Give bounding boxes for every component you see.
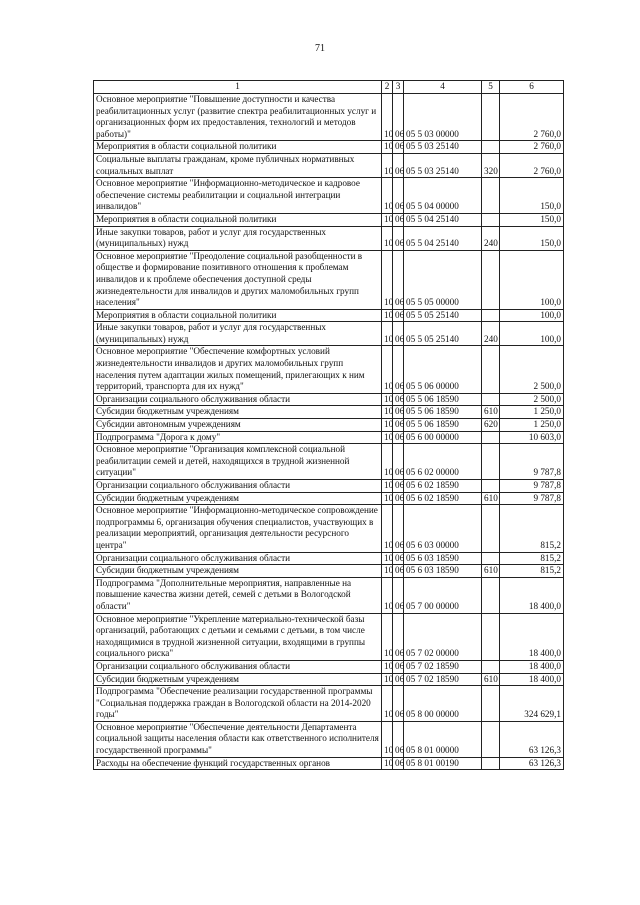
table-row: [94, 419, 564, 432]
subsection-code-cell: 06: [393, 419, 404, 432]
expense-type-cell: 240: [482, 226, 500, 250]
table-row: [94, 505, 564, 552]
subsection-code-cell: 06: [393, 178, 404, 214]
row-name-cell: Подпрограмма "Обеспечение реализации государственной программы "Социальная поддержка граждан в Вологодской области на 2014-2020 годы": [94, 686, 382, 722]
target-article-cell: 05 7 00 00000: [404, 577, 482, 613]
section-code-cell: 10: [382, 444, 393, 480]
amount-cell: 150,0: [500, 213, 564, 226]
section-code-cell: 10: [382, 346, 393, 393]
amount-cell: 18 400,0: [500, 660, 564, 673]
table-row: [94, 660, 564, 673]
expense-type-cell: 610: [482, 492, 500, 505]
table-row: [94, 213, 564, 226]
table-row: [94, 94, 564, 141]
section-code-cell: 10: [382, 492, 393, 505]
target-article-cell: 05 7 02 18590: [404, 673, 482, 686]
expense-type-cell: [482, 346, 500, 393]
amount-cell: 1 250,0: [500, 419, 564, 432]
row-name-cell: Иные закупки товаров, работ и услуг для государственных (муниципальных) нужд: [94, 322, 382, 346]
row-name-cell: Основное мероприятие "Обеспечение деятельности Департамента социальной защиты населения области как ответственного исполнителя государственной программы": [94, 721, 382, 757]
target-article-cell: 05 5 06 18590: [404, 419, 482, 432]
expense-type-cell: 240: [482, 322, 500, 346]
section-code-cell: 10: [382, 721, 393, 757]
table-row: [94, 721, 564, 757]
amount-cell: 2 760,0: [500, 94, 564, 141]
section-code-cell: 10: [382, 406, 393, 419]
target-article-cell: 05 8 00 00000: [404, 686, 482, 722]
target-article-cell: 05 7 02 18590: [404, 660, 482, 673]
table-row: [94, 178, 564, 214]
table-row: [94, 322, 564, 346]
expense-type-cell: [482, 480, 500, 493]
amount-cell: 9 787,8: [500, 492, 564, 505]
subsection-code-cell: 06: [393, 213, 404, 226]
expense-type-cell: [482, 686, 500, 722]
table-row: [94, 613, 564, 660]
subsection-code-cell: 06: [393, 141, 404, 154]
subsection-code-cell: 06: [393, 309, 404, 322]
amount-cell: 9 787,8: [500, 480, 564, 493]
table-header-row: [94, 81, 564, 94]
section-code-cell: 10: [382, 213, 393, 226]
target-article-cell: 05 5 04 25140: [404, 213, 482, 226]
table-row: [94, 577, 564, 613]
amount-cell: 9 787,8: [500, 444, 564, 480]
table-row: [94, 552, 564, 565]
target-article-cell: 05 6 02 00000: [404, 444, 482, 480]
expense-type-cell: [482, 309, 500, 322]
section-code-cell: 10: [382, 505, 393, 552]
row-name-cell: Основное мероприятие "Обеспечение комфортных условий жизнедеятельности инвалидов и других маломобильных групп населения путем адаптации жилых помещений, прилегающих к ним территорий, транспорта для их нужд": [94, 346, 382, 393]
row-name-cell: Социальные выплаты гражданам, кроме публичных нормативных социальных выплат: [94, 153, 382, 177]
target-article-cell: 05 5 04 00000: [404, 178, 482, 214]
amount-cell: 18 400,0: [500, 613, 564, 660]
amount-cell: 63 126,3: [500, 721, 564, 757]
subsection-code-cell: 06: [393, 721, 404, 757]
section-code-cell: 10: [382, 660, 393, 673]
expense-type-cell: [482, 721, 500, 757]
table-row: [94, 565, 564, 578]
expense-type-cell: [482, 444, 500, 480]
subsection-code-cell: 06: [393, 393, 404, 406]
expense-type-cell: [482, 94, 500, 141]
section-code-cell: 10: [382, 309, 393, 322]
amount-cell: 324 629,1: [500, 686, 564, 722]
row-name-cell: Организации социального обслуживания области: [94, 552, 382, 565]
subsection-code-cell: 06: [393, 444, 404, 480]
row-name-cell: Субсидии бюджетным учреждениям: [94, 406, 382, 419]
section-code-cell: 10: [382, 153, 393, 177]
amount-cell: 63 126,3: [500, 757, 564, 770]
amount-cell: 100,0: [500, 322, 564, 346]
table-row: [94, 309, 564, 322]
amount-cell: 815,2: [500, 565, 564, 578]
table-row: [94, 444, 564, 480]
amount-cell: 2 500,0: [500, 393, 564, 406]
row-name-cell: Иные закупки товаров, работ и услуг для государственных (муниципальных) нужд: [94, 226, 382, 250]
expense-type-cell: [482, 141, 500, 154]
subsection-code-cell: 06: [393, 660, 404, 673]
expense-type-cell: [482, 577, 500, 613]
amount-cell: 815,2: [500, 505, 564, 552]
amount-cell: 18 400,0: [500, 673, 564, 686]
amount-cell: 18 400,0: [500, 577, 564, 613]
section-code-cell: 10: [382, 94, 393, 141]
table-row: [94, 757, 564, 770]
expense-type-cell: [482, 431, 500, 444]
table-row: [94, 226, 564, 250]
section-code-cell: 10: [382, 565, 393, 578]
table-row: [94, 492, 564, 505]
page-number: 71: [315, 43, 325, 54]
section-code-cell: 10: [382, 480, 393, 493]
target-article-cell: 05 5 03 00000: [404, 94, 482, 141]
amount-cell: 2 760,0: [500, 141, 564, 154]
amount-cell: 150,0: [500, 226, 564, 250]
subsection-code-cell: 06: [393, 505, 404, 552]
target-article-cell: 05 5 06 18590: [404, 406, 482, 419]
column-header: 5: [482, 81, 500, 94]
table-row: [94, 686, 564, 722]
column-header: 1: [94, 81, 382, 94]
row-name-cell: Основное мероприятие "Организация комплексной социальной реабилитации семей и детей, находящихся в трудной жизненной ситуации": [94, 444, 382, 480]
amount-cell: 2 500,0: [500, 346, 564, 393]
target-article-cell: 05 6 03 18590: [404, 565, 482, 578]
subsection-code-cell: 06: [393, 686, 404, 722]
row-name-cell: Мероприятия в области социальной политики: [94, 213, 382, 226]
section-code-cell: 10: [382, 141, 393, 154]
table-row: [94, 141, 564, 154]
target-article-cell: 05 6 03 18590: [404, 552, 482, 565]
subsection-code-cell: 06: [393, 492, 404, 505]
subsection-code-cell: 06: [393, 322, 404, 346]
target-article-cell: 05 8 01 00190: [404, 757, 482, 770]
target-article-cell: 05 5 06 18590: [404, 393, 482, 406]
expense-type-cell: [482, 393, 500, 406]
expense-type-cell: [482, 213, 500, 226]
amount-cell: 150,0: [500, 178, 564, 214]
target-article-cell: 05 5 05 25140: [404, 309, 482, 322]
section-code-cell: 10: [382, 613, 393, 660]
expense-type-cell: [482, 660, 500, 673]
section-code-cell: 10: [382, 250, 393, 309]
section-code-cell: 10: [382, 673, 393, 686]
section-code-cell: 10: [382, 577, 393, 613]
subsection-code-cell: 06: [393, 565, 404, 578]
subsection-code-cell: 06: [393, 757, 404, 770]
row-name-cell: Субсидии бюджетным учреждениям: [94, 565, 382, 578]
section-code-cell: 10: [382, 178, 393, 214]
expense-type-cell: [482, 613, 500, 660]
table-row: [94, 346, 564, 393]
row-name-cell: Организации социального обслуживания области: [94, 480, 382, 493]
table-row: [94, 431, 564, 444]
subsection-code-cell: 06: [393, 613, 404, 660]
expense-type-cell: [482, 178, 500, 214]
row-name-cell: Основное мероприятие "Укрепление материально-технической базы организаций, работающих с детьми и семьями с детьми, в том числе находящимися в трудной жизненной ситуации, входящими в группы социального риска": [94, 613, 382, 660]
row-name-cell: Подпрограмма "Дополнительные мероприятия, направленные на повышение качества жизни детей, семей с детьми в Вологодской области": [94, 577, 382, 613]
amount-cell: 100,0: [500, 309, 564, 322]
subsection-code-cell: 06: [393, 94, 404, 141]
table-row: [94, 393, 564, 406]
subsection-code-cell: 06: [393, 673, 404, 686]
section-code-cell: 10: [382, 431, 393, 444]
row-name-cell: Основное мероприятие "Информационно-методическое сопровождение подпрограммы 6, организация обучения специалистов, участвующих в реализации мероприятий, организация деятельности ресурсного центра": [94, 505, 382, 552]
amount-cell: 10 603,0: [500, 431, 564, 444]
subsection-code-cell: 06: [393, 552, 404, 565]
row-name-cell: Субсидии автономным учреждениям: [94, 419, 382, 432]
target-article-cell: 05 5 03 25140: [404, 153, 482, 177]
target-article-cell: 05 7 02 00000: [404, 613, 482, 660]
subsection-code-cell: 06: [393, 346, 404, 393]
subsection-code-cell: 06: [393, 480, 404, 493]
row-name-cell: Мероприятия в области социальной политики: [94, 141, 382, 154]
expense-type-cell: 620: [482, 419, 500, 432]
row-name-cell: Основное мероприятие "Информационно-методическое и кадровое обеспечение системы реабилитации и социальной интеграции инвалидов": [94, 178, 382, 214]
target-article-cell: 05 8 01 00000: [404, 721, 482, 757]
section-code-cell: 10: [382, 419, 393, 432]
row-name-cell: Субсидии бюджетным учреждениям: [94, 673, 382, 686]
expense-type-cell: [482, 250, 500, 309]
expense-type-cell: 320: [482, 153, 500, 177]
expense-type-cell: 610: [482, 565, 500, 578]
target-article-cell: 05 5 06 00000: [404, 346, 482, 393]
expense-type-cell: [482, 757, 500, 770]
row-name-cell: Подпрограмма "Дорога к дому": [94, 431, 382, 444]
section-code-cell: 10: [382, 393, 393, 406]
amount-cell: 815,2: [500, 552, 564, 565]
target-article-cell: 05 5 04 25140: [404, 226, 482, 250]
table-row: [94, 480, 564, 493]
amount-cell: 1 250,0: [500, 406, 564, 419]
target-article-cell: 05 6 02 18590: [404, 480, 482, 493]
table-row: [94, 673, 564, 686]
section-code-cell: 10: [382, 322, 393, 346]
expense-type-cell: 610: [482, 673, 500, 686]
column-header: 3: [393, 81, 404, 94]
row-name-cell: Организации социального обслуживания области: [94, 393, 382, 406]
column-header: 4: [404, 81, 482, 94]
row-name-cell: Основное мероприятие "Повышение доступности и качества реабилитационных услуг (развитие спектра реабилитационных услуг и организационных форм их предоставления, технологий и методов работы)": [94, 94, 382, 141]
subsection-code-cell: 06: [393, 406, 404, 419]
table-body: [94, 94, 564, 770]
table-row: [94, 406, 564, 419]
column-header: 2: [382, 81, 393, 94]
target-article-cell: 05 5 03 25140: [404, 141, 482, 154]
expense-type-cell: [482, 505, 500, 552]
table-row: [94, 250, 564, 309]
subsection-code-cell: 06: [393, 431, 404, 444]
table-row: [94, 153, 564, 177]
section-code-cell: 10: [382, 757, 393, 770]
target-article-cell: 05 6 02 18590: [404, 492, 482, 505]
amount-cell: 2 760,0: [500, 153, 564, 177]
budget-table: [93, 80, 564, 770]
row-name-cell: Субсидии бюджетным учреждениям: [94, 492, 382, 505]
amount-cell: 100,0: [500, 250, 564, 309]
target-article-cell: 05 5 05 00000: [404, 250, 482, 309]
row-name-cell: Расходы на обеспечение функций государственных органов: [94, 757, 382, 770]
section-code-cell: 10: [382, 686, 393, 722]
section-code-cell: 10: [382, 552, 393, 565]
section-code-cell: 10: [382, 226, 393, 250]
subsection-code-cell: 06: [393, 250, 404, 309]
target-article-cell: 05 5 05 25140: [404, 322, 482, 346]
subsection-code-cell: 06: [393, 577, 404, 613]
column-header: 6: [500, 81, 564, 94]
expense-type-cell: 610: [482, 406, 500, 419]
subsection-code-cell: 06: [393, 153, 404, 177]
target-article-cell: 05 6 03 00000: [404, 505, 482, 552]
row-name-cell: Мероприятия в области социальной политики: [94, 309, 382, 322]
row-name-cell: Основное мероприятие "Преодоление социальной разобщенности в обществе и формирование позитивного отношения к проблемам инвалидов и к проблеме обеспечения доступной среды жизнедеятельности для инвалидов и других маломобильных групп населения": [94, 250, 382, 309]
subsection-code-cell: 06: [393, 226, 404, 250]
expense-type-cell: [482, 552, 500, 565]
row-name-cell: Организации социального обслуживания области: [94, 660, 382, 673]
target-article-cell: 05 6 00 00000: [404, 431, 482, 444]
